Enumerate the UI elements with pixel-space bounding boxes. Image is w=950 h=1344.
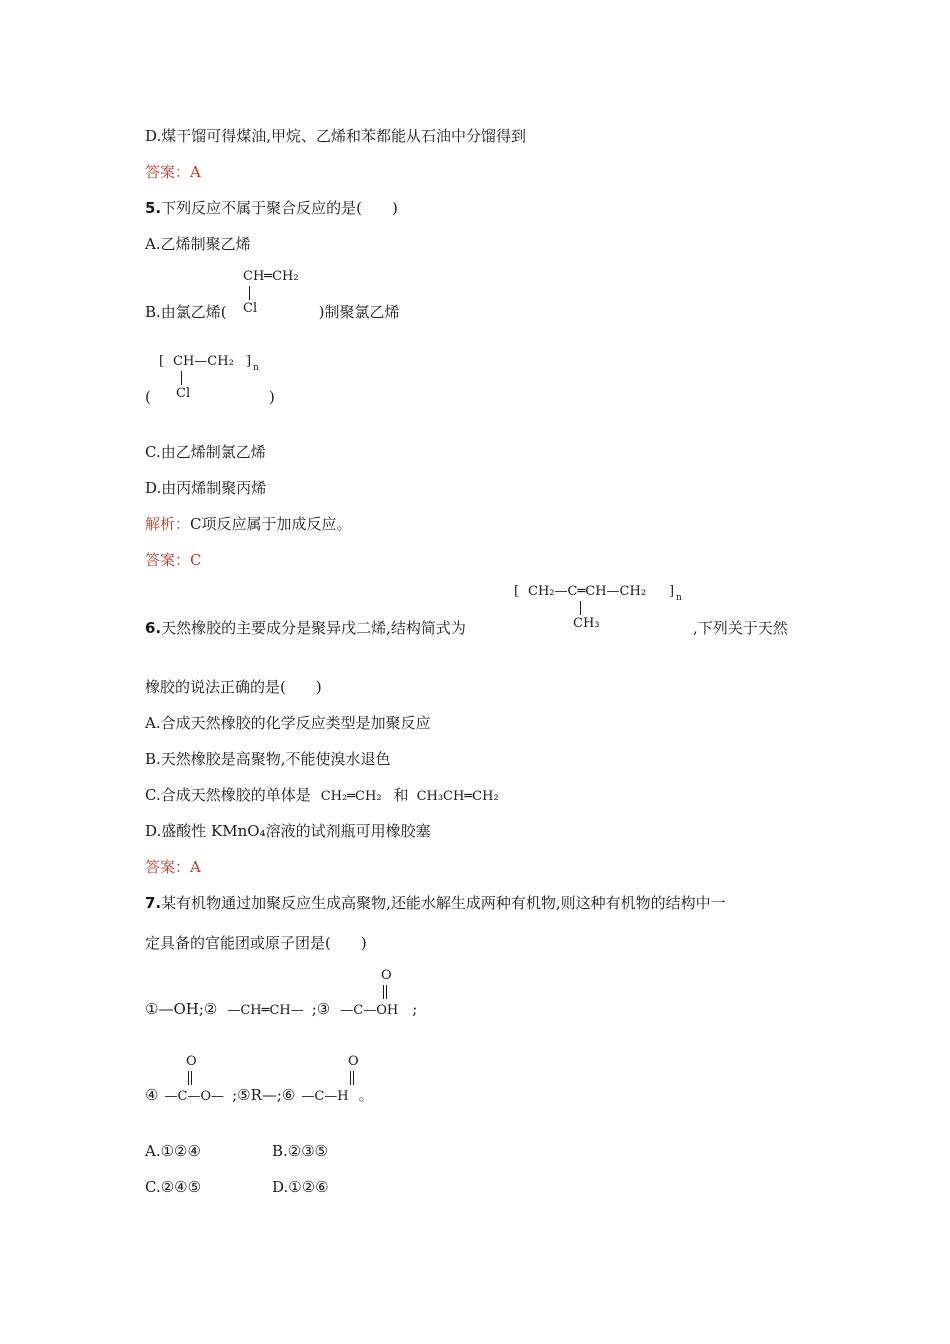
option-c-text: C.合成天然橡胶的单体是 bbox=[145, 786, 311, 804]
rubber-n: n bbox=[676, 593, 682, 603]
answer-value: A bbox=[190, 163, 201, 181]
answer-label: 答案： bbox=[145, 163, 191, 181]
q7-stem-line2: 定具备的官能团或原子团是( ) bbox=[145, 934, 367, 952]
question-text: 天然橡胶的主要成分是聚异戊二烯,结构简式为 bbox=[161, 619, 466, 637]
q4-answer bbox=[145, 162, 201, 182]
q7-option-a: A.①②④ bbox=[145, 1142, 201, 1160]
explanation-label: 解析： bbox=[145, 515, 191, 533]
option-c-and: 和 bbox=[393, 786, 409, 804]
pvc-bottom: Cl bbox=[176, 386, 191, 401]
q7-groups-row1 bbox=[145, 999, 417, 1021]
answer-value: C bbox=[190, 551, 202, 569]
q6-option-c bbox=[145, 785, 499, 807]
question-number: 5. bbox=[145, 199, 162, 217]
question-number: 6. bbox=[145, 619, 162, 637]
rubber-formula-bottom: CH₃ bbox=[573, 616, 600, 631]
q7-option-c: C.②④⑤ bbox=[145, 1178, 202, 1196]
pvc-n: n bbox=[253, 363, 259, 373]
q7-option-d: D.①②⑥ bbox=[272, 1178, 329, 1196]
vinyl-chloride-bottom: Cl bbox=[243, 301, 258, 316]
question-text: 某有机物通过加聚反应生成高聚物,还能水解生成两种有机物,则这种有机物的结构中一 bbox=[161, 894, 726, 912]
group-sep: ; bbox=[412, 1000, 418, 1018]
answer-label: 答案： bbox=[145, 551, 191, 569]
pvc-top: CH—CH₂ bbox=[173, 354, 234, 369]
q5-explanation bbox=[145, 514, 352, 534]
rubber-bracket-left: [ bbox=[514, 584, 520, 599]
group-3-label: ;③ bbox=[311, 1000, 331, 1018]
question-number: 7. bbox=[145, 894, 162, 912]
bond-line bbox=[580, 601, 581, 615]
aldehyde-oxygen: O bbox=[348, 1054, 359, 1069]
answer-label: 答案： bbox=[145, 858, 191, 876]
group-5-6-label: ;⑤R—;⑥ bbox=[232, 1086, 296, 1104]
bond-line bbox=[249, 286, 250, 300]
monomer-propylene: CH₃CH═CH₂ bbox=[416, 789, 499, 804]
q6-stem-line2: 橡胶的说法正确的是( ) bbox=[145, 678, 322, 696]
pvc-paren-close: ) bbox=[269, 388, 275, 406]
double-bond bbox=[188, 1071, 192, 1085]
group-vinylene: —CH═CH— bbox=[227, 1003, 304, 1018]
q7-stem-line1 bbox=[145, 893, 726, 913]
pvc-paren-open: ( bbox=[145, 388, 151, 406]
option-b-suffix: )制聚氯乙烯 bbox=[318, 303, 400, 321]
q7-groups-row2 bbox=[145, 1085, 374, 1107]
group-carboxyl: —C—OH bbox=[340, 1003, 399, 1018]
answer-value: A bbox=[190, 858, 201, 876]
q6-stem-line1 bbox=[145, 618, 466, 638]
q5-option-a: A.乙烯制聚乙烯 bbox=[145, 235, 251, 253]
q5-option-b bbox=[145, 302, 400, 322]
double-bond bbox=[383, 985, 387, 999]
q5-answer bbox=[145, 550, 202, 570]
rubber-formula-top: CH₂—C═CH—CH₂ bbox=[528, 584, 647, 599]
pvc-bracket-right: ] bbox=[246, 354, 252, 369]
carboxyl-oxygen: O bbox=[381, 968, 392, 983]
group-4-label: ④ bbox=[145, 1086, 159, 1104]
vinyl-chloride-top: CH═CH₂ bbox=[243, 269, 299, 284]
option-b-prefix: B.由氯乙烯( bbox=[145, 303, 227, 321]
question-text: 下列反应不属于聚合反应的是( ) bbox=[161, 199, 398, 217]
q7-option-b: B.②③⑤ bbox=[272, 1142, 329, 1160]
q5-stem bbox=[145, 198, 398, 218]
double-bond bbox=[350, 1071, 354, 1085]
ester-oxygen: O bbox=[186, 1054, 197, 1069]
group-1-2-label: ①—OH;② bbox=[145, 1000, 218, 1018]
pvc-bracket-left: [ bbox=[159, 354, 165, 369]
group-ester: —C—O— bbox=[164, 1089, 225, 1104]
monomer-ethylene: CH₂═CH₂ bbox=[320, 789, 382, 804]
q5-option-d: D.由丙烯制聚丙烯 bbox=[145, 479, 267, 497]
group-end: 。 bbox=[358, 1086, 374, 1104]
q6-option-b: B.天然橡胶是高聚物,不能使溴水退色 bbox=[145, 750, 391, 768]
q6-option-a: A.合成天然橡胶的化学反应类型是加聚反应 bbox=[145, 714, 431, 732]
q4-option-d: D.煤干馏可得煤油,甲烷、乙烯和苯都能从石油中分馏得到 bbox=[145, 127, 527, 145]
rubber-bracket-right: ] bbox=[669, 584, 675, 599]
group-aldehyde: —C—H bbox=[301, 1089, 349, 1104]
q6-answer bbox=[145, 857, 201, 877]
q5-option-c: C.由乙烯制氯乙烯 bbox=[145, 443, 266, 461]
q6-stem-line1-tail: ,下列关于天然 bbox=[693, 619, 788, 637]
bond-line bbox=[181, 371, 182, 385]
q6-option-d: D.盛酸性 KMnO₄溶液的试剂瓶可用橡胶塞 bbox=[145, 822, 431, 840]
explanation-text: C项反应属于加成反应。 bbox=[190, 515, 352, 533]
